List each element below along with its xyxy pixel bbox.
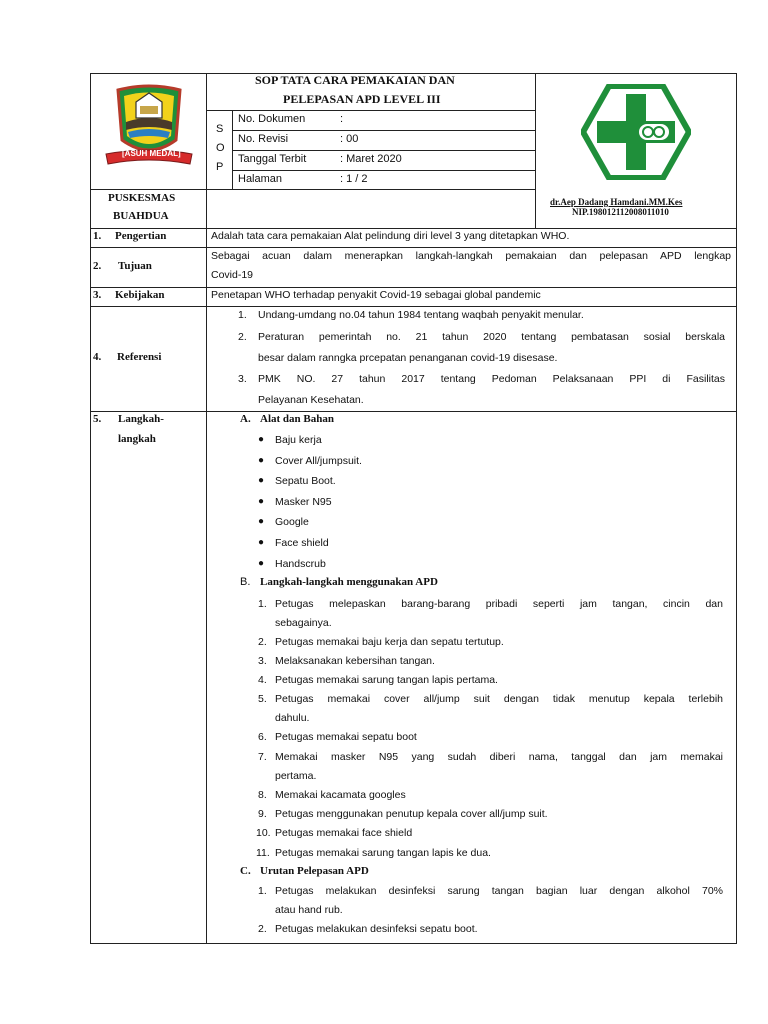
field-label-halaman: Halaman <box>238 173 283 185</box>
section-b-letter: B. <box>240 576 251 588</box>
step-text: Petugas memakai face shield <box>275 827 413 839</box>
step-num: 7. <box>258 751 267 763</box>
step-num: 4. <box>258 674 267 686</box>
step-text: sebagainya. <box>275 617 332 629</box>
ref-line: Peraturan pemerintah no. 21 tahun 2020 tentang pembatasan sosial berskala <box>258 331 725 343</box>
list-item: Baju kerja <box>275 434 322 446</box>
field-label-dokumen: No. Dokumen <box>238 113 306 125</box>
sop-title-line1: SOP TATA CARA PEMAKAIAN DAN <box>255 73 455 87</box>
section-c-letter: C. <box>240 865 251 877</box>
ref-line: besar dalam ranngka prcepatan penanganan covid-19 disesase. <box>258 352 558 364</box>
step-num: 10. <box>256 827 271 839</box>
row-text-tujuan-2: Covid-19 <box>211 269 254 281</box>
step-text: Petugas menggunakan penutup kepala cover all/jump suit. <box>275 808 548 820</box>
step-text: Melaksanakan kebersihan tangan. <box>275 655 435 667</box>
step-text: Memakai kacamata googles <box>275 789 406 801</box>
ref-num: 1. <box>238 309 247 321</box>
step-num: 1. <box>258 885 267 897</box>
step-text: dahulu. <box>275 712 310 724</box>
ref-line: PMK NO. 27 tahun 2017 tentang Pedoman Pelaksanaan PPI di Fasilitas <box>258 373 725 385</box>
row-text-tujuan-1: Sebagai acuan dalam menerapkan langkah-langkah pemakaian dan pelepasan APD lengkap <box>211 250 731 262</box>
row-num-referensi: 4. <box>93 351 102 363</box>
step-num: 2. <box>258 636 267 648</box>
step-num: 2. <box>258 923 267 935</box>
org-name-line2: BUAHDUA <box>113 210 169 222</box>
logo-banner-text: [ASUH MEDAL] <box>122 149 181 158</box>
list-item: Sepatu Boot. <box>275 475 336 487</box>
bullet-icon: ● <box>258 496 265 507</box>
ref-num: 2. <box>238 331 247 343</box>
list-item: Cover All/jumpsuit. <box>275 455 362 467</box>
row-label-pengertian: Pengertian <box>115 230 167 242</box>
row-num-pengertian: 1. <box>93 230 102 242</box>
step-text: Petugas memakai sepatu boot <box>275 731 417 743</box>
step-num: 11. <box>256 847 270 859</box>
bullet-icon: ● <box>258 434 265 445</box>
step-text: pertama. <box>275 770 317 782</box>
org-name-line1: PUSKESMAS <box>108 192 176 204</box>
bullet-icon: ● <box>258 475 265 486</box>
step-text: Petugas memakai cover all/jump suit dengan tidak menutup kepala terlebih <box>275 693 723 705</box>
step-text: Petugas melepaskan barang-barang pribadi seperti jam tangan, cincin dan <box>275 598 723 610</box>
ref-line: Undang-umdang no.04 tahun 1984 tentang waqbah penyakit menular. <box>258 309 584 321</box>
bullet-icon: ● <box>258 455 265 466</box>
field-label-revisi: No. Revisi <box>238 133 289 145</box>
sop-letter-s: S <box>216 123 224 135</box>
step-num: 1. <box>258 598 267 610</box>
section-a-letter: A. <box>240 413 251 425</box>
row-num-langkah: 5. <box>93 413 102 425</box>
section-a-title: Alat dan Bahan <box>260 413 334 425</box>
sop-title-line2: PELEPASAN APD LEVEL III <box>283 92 441 106</box>
signer-nip: NIP.198012112008011010 <box>572 207 669 217</box>
field-label-tanggal: Tanggal Terbit <box>238 153 307 165</box>
list-item: Handscrub <box>275 558 326 570</box>
field-value-halaman: : 1 / 2 <box>340 173 368 185</box>
step-text: Petugas memakai sarung tangan lapis pertama. <box>275 674 498 686</box>
sop-letter-p: P <box>216 161 224 173</box>
step-num: 5. <box>258 693 267 705</box>
bullet-icon: ● <box>258 516 265 527</box>
field-value-revisi: : 00 <box>340 133 359 145</box>
row-label-kebijakan: Kebijakan <box>115 289 165 301</box>
row-text-kebijakan: Penetapan WHO terhadap penyakit Covid-19 sebagai global pandemic <box>211 289 541 301</box>
signer-name: dr.Aep Dadang Hamdani.MM.Kes <box>550 197 683 207</box>
step-text: atau hand rub. <box>275 904 343 916</box>
section-c-title: Urutan Pelepasan APD <box>260 865 369 877</box>
row-num-tujuan: 2. <box>93 260 102 272</box>
ref-num: 3. <box>238 373 247 385</box>
step-num: 6. <box>258 731 267 743</box>
field-value-dokumen: : <box>340 113 344 125</box>
step-text: Memakai masker N95 yang sudah diberi nama, tanggal dan jam memakai <box>275 751 723 763</box>
row-num-kebijakan: 3. <box>93 289 102 301</box>
step-text: Petugas melakukan desinfeksi sepatu boot. <box>275 923 478 935</box>
bullet-icon: ● <box>258 537 265 548</box>
row-label-referensi: Referensi <box>117 351 162 363</box>
district-logo <box>96 84 202 176</box>
step-num: 3. <box>258 655 267 667</box>
step-num: 9. <box>258 808 267 820</box>
row-label-langkah-1: Langkah- <box>118 413 164 425</box>
step-text: Petugas melakukan desinfeksi sarung tangan bagian luar dengan alkohol 70% <box>275 885 723 897</box>
puskesmas-logo <box>581 84 691 180</box>
list-item: Google <box>275 516 309 528</box>
field-value-tanggal: : Maret 2020 <box>340 153 402 165</box>
row-label-tujuan: Tujuan <box>118 260 152 272</box>
step-text: Petugas memakai sarung tangan lapis ke dua. <box>275 847 491 859</box>
row-label-langkah-2: langkah <box>118 433 156 445</box>
list-item: Face shield <box>275 537 329 549</box>
step-text: Petugas memakai baju kerja dan sepatu tertutup. <box>275 636 504 648</box>
ref-line: Pelayanan Kesehatan. <box>258 394 364 406</box>
bullet-icon: ● <box>258 558 265 569</box>
section-b-title: Langkah-langkah menggunakan APD <box>260 576 438 588</box>
sop-letter-o: O <box>216 142 225 154</box>
list-item: Masker N95 <box>275 496 332 508</box>
row-text-pengertian: Adalah tata cara pemakaian Alat pelindung diri level 3 yang ditetapkan WHO. <box>211 230 570 242</box>
step-num: 8. <box>258 789 267 801</box>
